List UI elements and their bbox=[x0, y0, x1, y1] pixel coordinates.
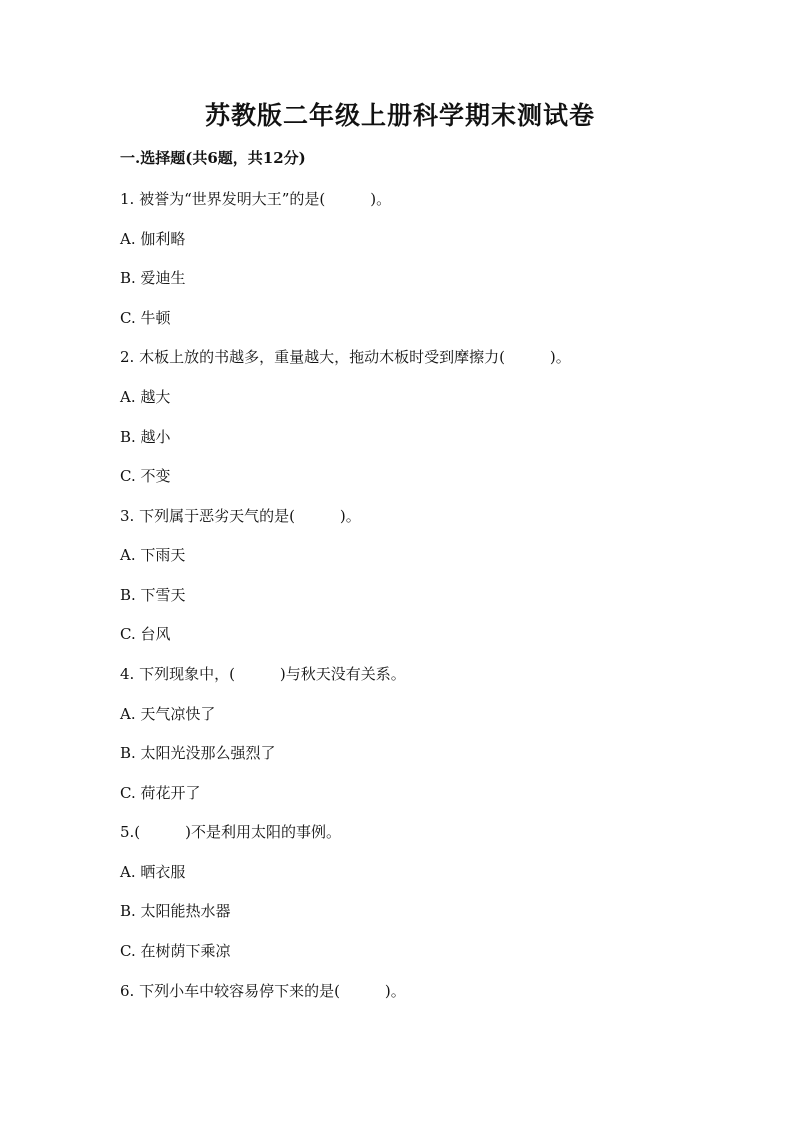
option-a: A. 伽利略 bbox=[120, 230, 186, 248]
option-a: A. 下雨天 bbox=[120, 546, 186, 564]
question-stem: 6. 下列小车中较容易停下来的是( )。 bbox=[120, 982, 406, 1000]
option-c: C. 牛顿 bbox=[120, 309, 171, 327]
option-c: C. 不变 bbox=[120, 467, 171, 485]
option-a: A. 晒衣服 bbox=[120, 863, 186, 881]
question-stem: 3. 下列属于恶劣天气的是( )。 bbox=[120, 507, 361, 525]
option-a: A. 越大 bbox=[120, 388, 171, 406]
section-heading: 一.选择题(共6题，共12分) bbox=[120, 149, 306, 167]
question-stem: 4. 下列现象中，( )与秋天没有关系。 bbox=[120, 665, 406, 683]
question-stem: 2. 木板上放的书越多，重量越大，拖动木板时受到摩擦力( )。 bbox=[120, 348, 571, 366]
option-b: B. 太阳光没那么强烈了 bbox=[120, 744, 276, 762]
option-b: B. 越小 bbox=[120, 428, 171, 446]
option-c: C. 荷花开了 bbox=[120, 784, 201, 802]
question-stem: 5.( )不是利用太阳的事例。 bbox=[120, 823, 342, 841]
option-b: B. 爱迪生 bbox=[120, 269, 186, 287]
page-title: 苏教版二年级上册科学期末测试卷 bbox=[204, 101, 595, 130]
option-c: C. 在树荫下乘凉 bbox=[120, 942, 231, 960]
question-stem: 1. 被誉为“世界发明大王”的是( )。 bbox=[120, 190, 392, 208]
option-a: A. 天气凉快了 bbox=[120, 705, 216, 723]
option-b: B. 下雪天 bbox=[120, 586, 186, 604]
option-b: B. 太阳能热水器 bbox=[120, 902, 231, 920]
option-c: C. 台风 bbox=[120, 625, 171, 643]
